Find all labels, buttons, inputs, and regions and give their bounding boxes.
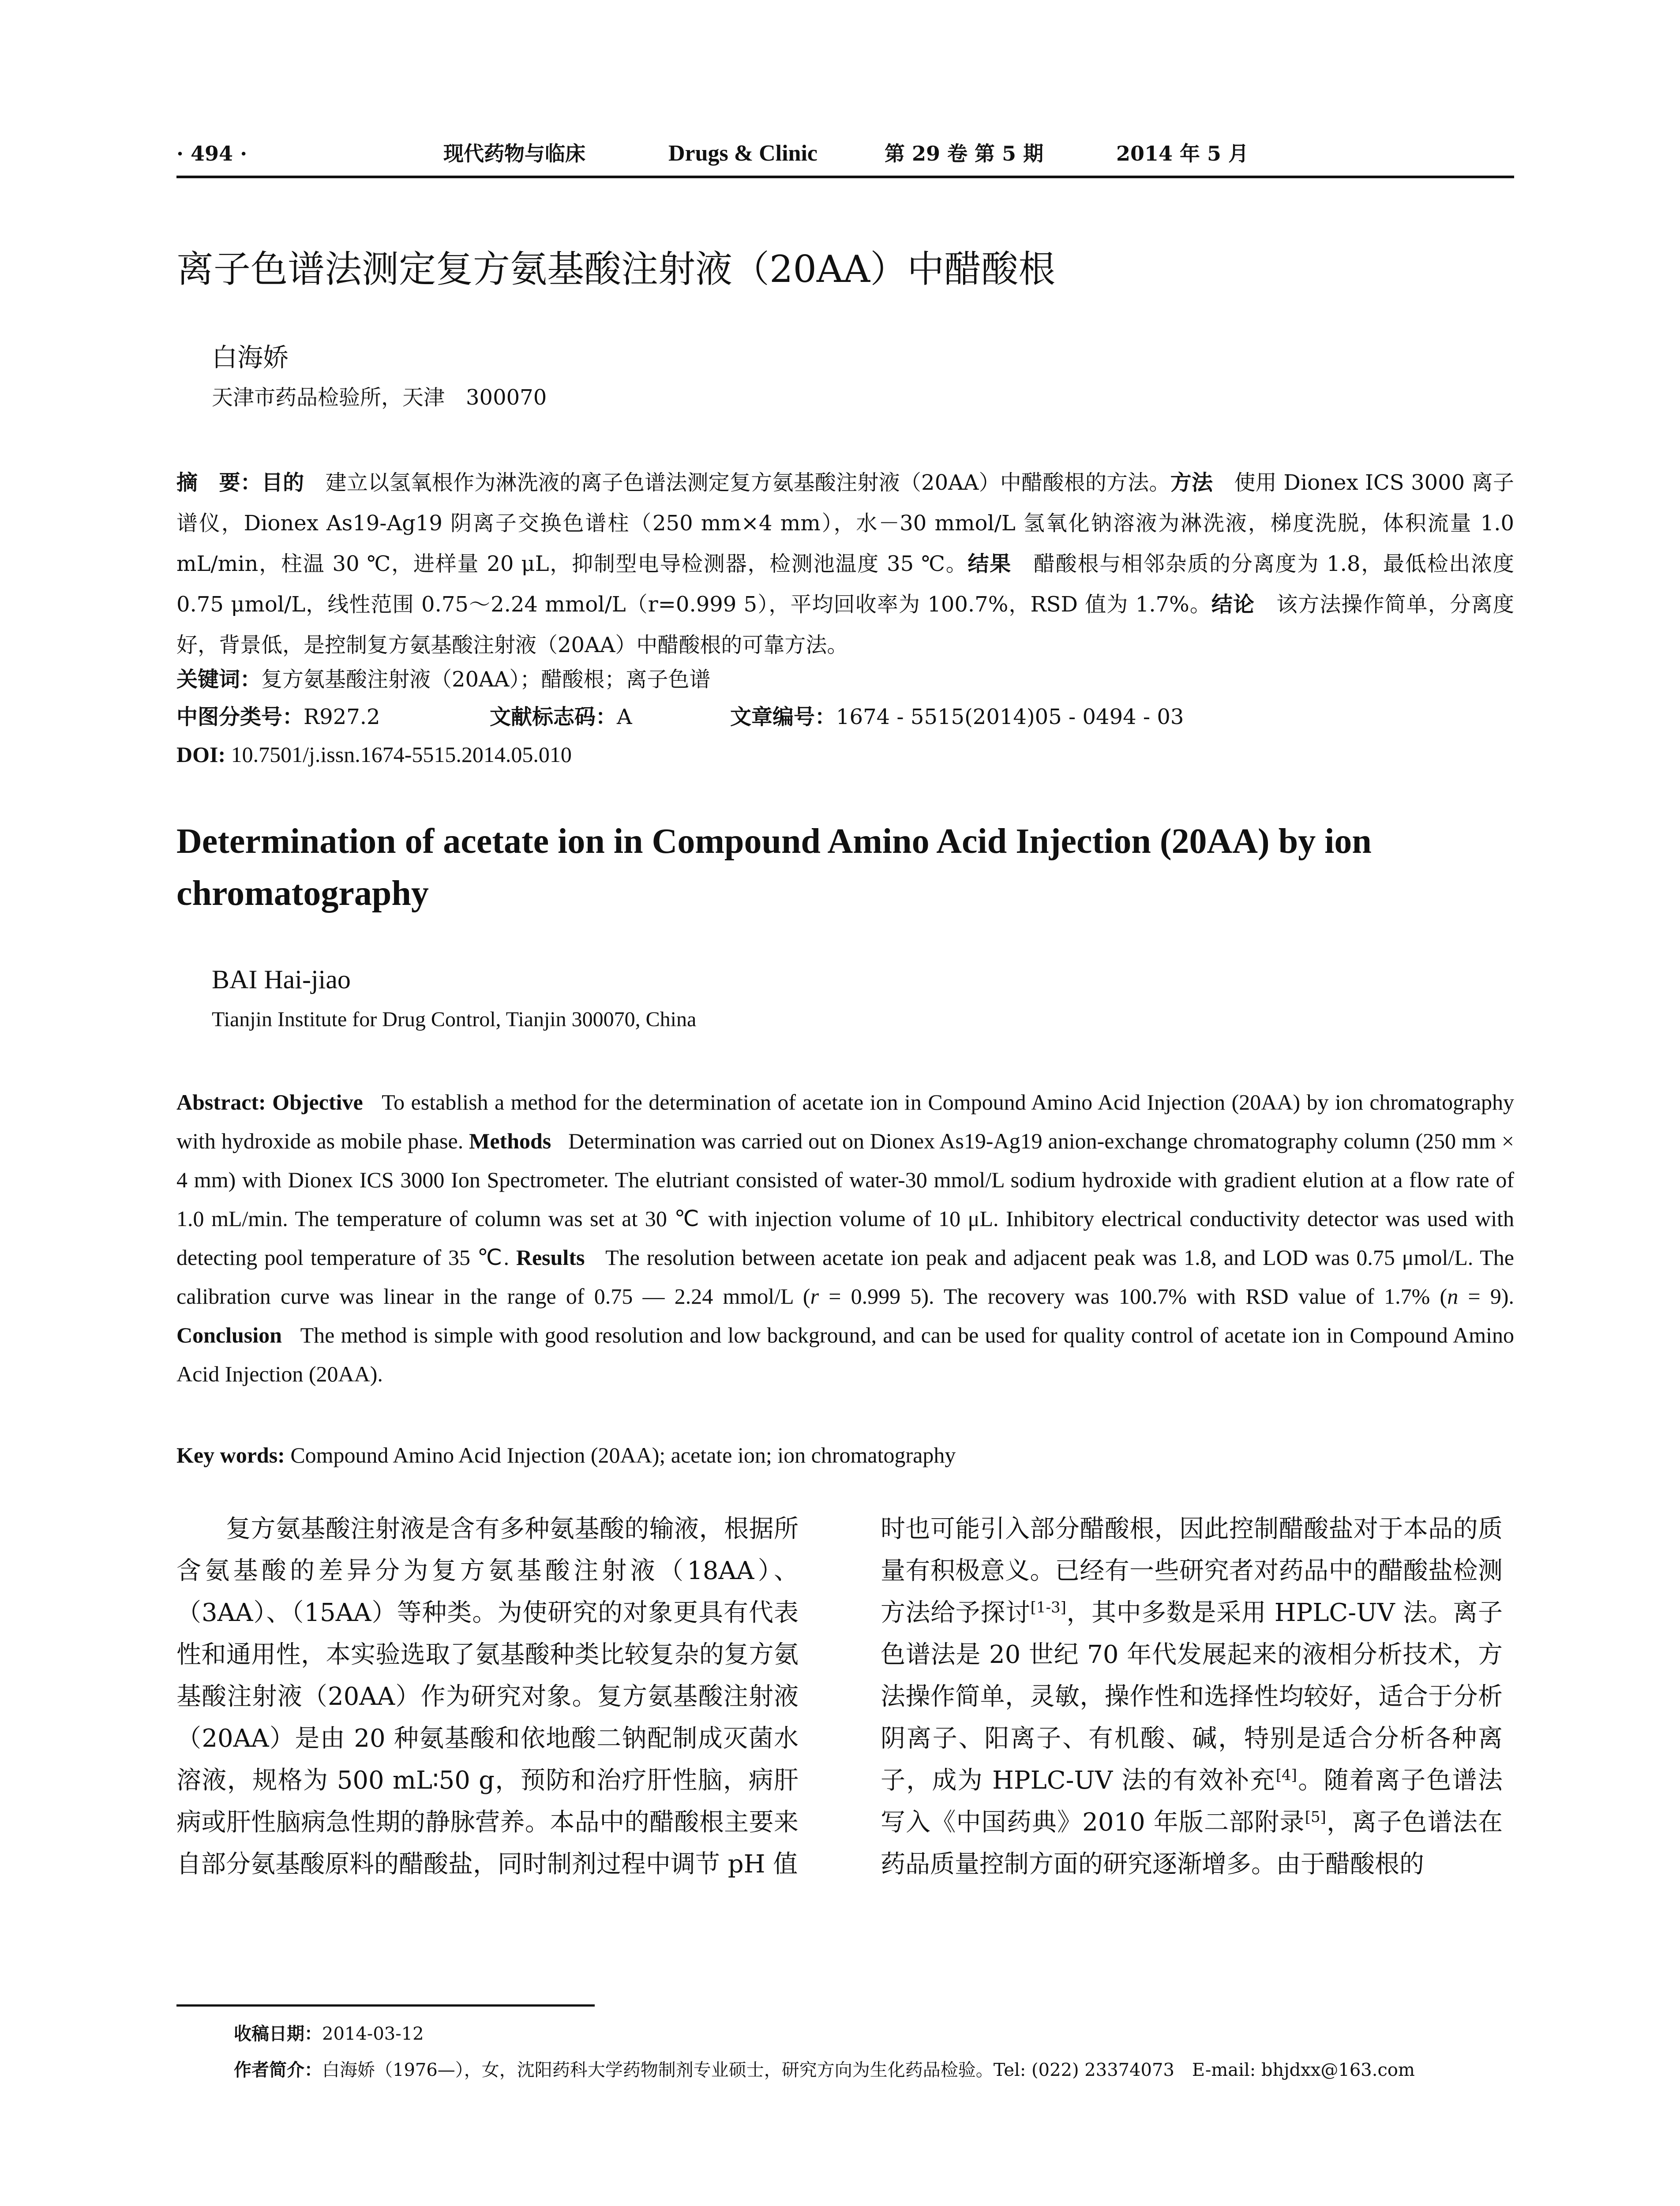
results-cn-label: 结果 [968,552,1012,576]
methods-cn: 使用 Dionex ICS 3000 离子谱仪，Dionex As19-Ag19 阴离子交换色谱柱（250 mm×4 mm），水－30 mmol/L 氢氧化钠溶液为淋洗液，梯度洗脱，体积流量 1.0 mL/min，柱温 30 ℃，进样量 20 μL，抑制型电导检测器，检测池温度 35 ℃。 [176,470,1514,576]
objective-cn: 建立以氢氧根作为淋洗液的离子色谱法测定复方氨基酸注射液（20AA）中醋酸根的方法。 [325,470,1170,495]
citation-ref-5[interactable]: [5] [1305,1808,1326,1826]
affiliation-en: Tianjin Institute for Drug Control, Tianjin 300070, China [212,1008,697,1031]
keywords-cn-label: 关键词： [176,667,262,692]
results-en-r: r [810,1284,819,1309]
body-right-part-2: ，其中多数是采用 HPLC-UV 法。离子色谱法是 20 世纪 70 年代发展起来的液相分析技术，方法操作简单，灵敏，操作性和选择性均较好，适合于分析阴离子、阳离子、有机酸、碱，特别是适合分析各种离子，成为 HPLC-UV 法的有效补充 [881,1598,1503,1795]
body-right-part-3: 。随着离子色谱法写入《中国药典》2010 年版二部附录 [881,1766,1503,1837]
body-right-part-1: 时也可能引入部分醋酸根，因此控制醋酸盐对于本品的质量有积极意义。已经有一些研究者对药品中的醋酸盐检测方法给予探讨 [881,1515,1503,1627]
body-column-right [881,1508,1503,1885]
doc-code-value: A [617,705,632,729]
journal-name-en: Drugs & Clinic [668,141,818,166]
article-number-value: 1674 - 5515(2014)05 - 0494 - 03 [836,705,1184,729]
doi-line [176,737,572,772]
received-label: 收稿日期： [234,2024,322,2044]
title-en: Determination of acetate ion in Compound Amino Acid Injection (20AA) by ion chromatography [176,822,1372,913]
header-rule [176,176,1514,178]
results-cn: 醋酸根与相邻杂质的分离度为 1.8，最低检出浓度 0.75 μmol/L，线性范围 0.75～2.24 mmol/L（r=0.999 5），平均回收率为 100.7%，RSD 值为 1.7%。 [176,552,1514,617]
abstract-en-label: Abstract: [176,1090,266,1114]
article-number-line [730,699,1184,735]
author-cn: 白海娇 [212,342,289,372]
received-date: 2014-03-12 [322,2024,424,2044]
keywords-en [176,1436,1514,1474]
methods-cn-label: 方法 [1170,470,1213,495]
keywords-en-label: Key words: [176,1443,285,1467]
page-number: · 494 · [176,142,248,165]
affiliation-cn: 天津市药品检验所，天津 300070 [212,385,547,410]
title-cn: 离子色谱法测定复方氨基酸注射液（20AA）中醋酸根 [176,248,1056,291]
footnote-received [234,2021,424,2047]
doc-code-line [490,699,632,735]
results-en-part-2: = 0.999 5). The recovery was 100.7% with RSD value of 1.7% ( [819,1284,1448,1309]
keywords-cn [176,662,710,697]
abstract-en [176,1083,1514,1393]
conclusion-cn-label: 结论 [1211,592,1255,617]
footnote-author-bio [234,2057,1415,2083]
methods-en-label: Methods [469,1129,551,1153]
volume-issue: 第 29 卷 第 5 期 [885,142,1044,165]
body-column-left: 复方氨基酸注射液是含有多种氨基酸的输液，根据所含氨基酸的差异分为复方氨基酸注射液（18AA）、（3AA）、（15AA）等种类。为使研究的对象更具有代表性和通用性，本实验选取了氨基酸种类比较复杂的复方氨基酸注射液（20AA）作为研究对象。复方氨基酸注射液（20AA）是由 20 种氨基酸和依地酸二钠配制成灭菌水溶液，规格为 500 mL∶50 g，预防和治疗肝性脑，病肝病或肝性脑病急性期的静脉营养。本品中的醋酸根主要来自部分氨基酸原料的醋酸盐，同时制剂过程中调节 pH 值 [176,1515,799,1879]
conclusion-en-label: Conclusion [176,1323,282,1347]
journal-name-cn: 现代药物与临床 [443,142,585,165]
classification-line [176,699,380,735]
author-en: BAI Hai-jiao [212,965,351,994]
results-en-part-1: The resolution between acetate ion peak and adjacent peak was 1.8, and LOD was 0.75 μmol/L. The calibration curve was linear in the range of 0.75 — 2.24 mmol/L ( [176,1245,1514,1309]
results-en-n: n [1447,1284,1459,1309]
results-en-part-3: = 9). [1458,1284,1514,1309]
issue-date: 2014 年 5 月 [1116,142,1249,165]
doc-code-label: 文献标志码： [490,705,617,729]
clc-label: 中图分类号： [176,705,304,729]
conclusion-en: The method is simple with good resolution and low background, and can be used for quality control of acetate ion in Compound Amino Acid Injection (20AA). [176,1323,1514,1386]
objective-en: To establish a method for the determination of acetate ion in Compound Amino Acid Injection (20AA) by ion chromatography with hydroxide as mobile phase. [176,1090,1515,1153]
keywords-cn-text: 复方氨基酸注射液（20AA）；醋酸根；离子色谱 [261,667,711,692]
citation-ref-4[interactable]: [4] [1275,1766,1297,1784]
article-number-label: 文章编号： [730,705,836,729]
conclusion-cn: 该方法操作简单，分离度好，背景低，是控制复方氨基酸注射液（20AA）中醋酸根的可靠方法。 [176,592,1514,657]
citation-ref-1-3[interactable]: [1-3] [1030,1598,1066,1617]
footnote-rule [176,2004,595,2007]
author-bio-label: 作者简介： [234,2060,322,2080]
doi-label: DOI: [176,742,226,767]
methods-en: Determination was carried out on Dionex As19-Ag19 anion-exchange chromatography column (250 mm × 4 mm) with Dionex ICS 3000 Ion Spectrometer. The elutriant consisted of water-30 mmol/L sodium hydroxide with gradient elution at a flow rate of 1.0 mL/min. The temperature of column was set at 30 ℃ with injection volume of 10 μL. Inhibitory electrical conductivity detector was used with detecting pool temperature of 35 ℃. [176,1129,1514,1270]
keywords-en-text: Compound Amino Acid Injection (20AA); acetate ion; ion chromatography [290,1443,956,1467]
author-bio-text: 白海娇（1976—），女，沈阳药科大学药物制剂专业硕士，研究方向为生化药品检验。Tel: (022) 23374073 E-mail: bhjdxx@163.com [322,2060,1415,2080]
objective-cn-label: 目的 [261,470,304,495]
body-right-part-4: ，离子色谱法在药品质量控制方面的研究逐渐增多。由于醋酸根的 [881,1808,1503,1879]
abstract-cn-label: 摘 要： [176,470,262,495]
objective-en-label: Objective [272,1090,363,1114]
clc-value: R927.2 [304,705,380,729]
results-en-label: Results [516,1245,585,1270]
abstract-cn [176,462,1514,665]
doi-value[interactable]: 10.7501/j.issn.1674-5515.2014.05.010 [231,742,572,767]
